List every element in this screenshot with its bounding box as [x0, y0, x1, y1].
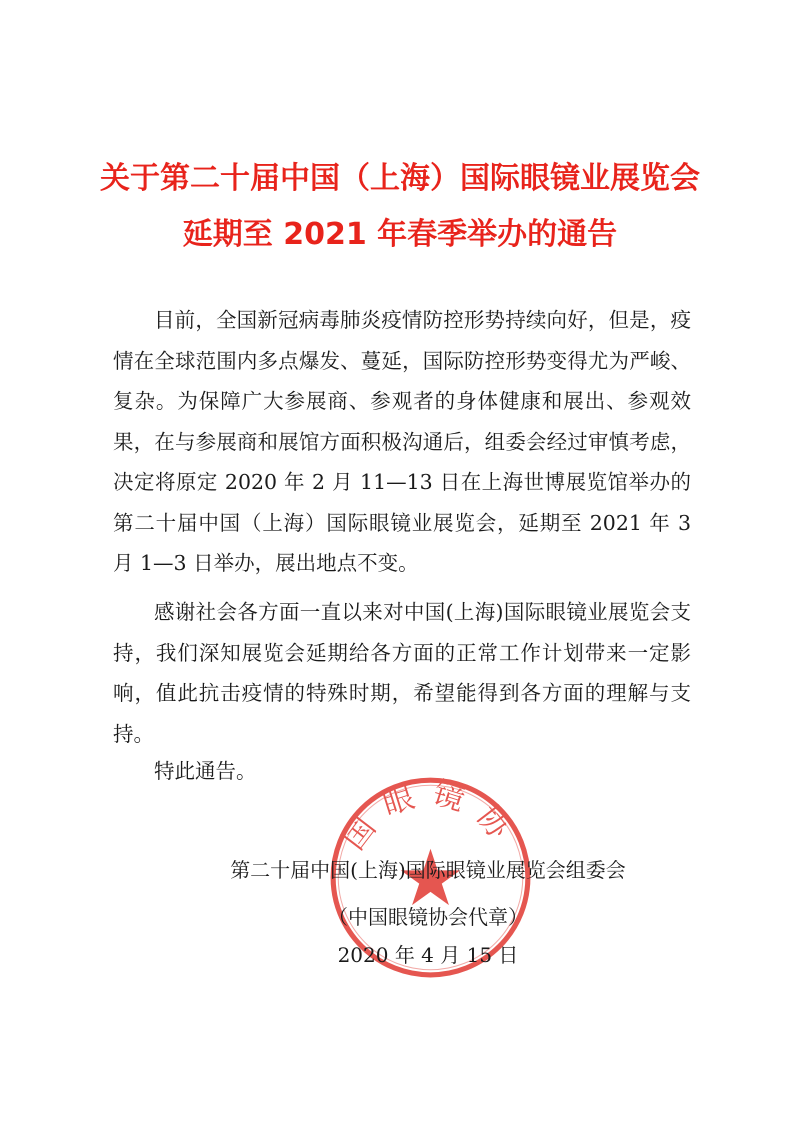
- signature-organization: 第二十届中国(上海)国际眼镜业展览会组委会: [230, 858, 626, 882]
- notice-title-line-2: 延期至 2021 年春季举办的通告: [182, 217, 618, 252]
- svg-text:国眼镜协: [336, 775, 525, 857]
- signature-stamp-note: （中国眼镜协会代章）: [328, 905, 528, 929]
- body-paragraph-3: 特此通告。: [154, 759, 257, 783]
- notice-title-line-1: 关于第二十届中国（上海）国际眼镜业展览会: [100, 161, 700, 196]
- signature-date: 2020 年 4 月 15 日: [337, 943, 519, 967]
- body-paragraph-2: 感谢社会各方面一直以来对中国(上海)国际眼镜业展览会支持，我们深知展览会延期给各方面的正常工作计划带来一定影响，值此抗击疫情的特殊时期，希望能得到各方面的理解与支持。: [113, 600, 691, 746]
- seal-text: 国眼镜协: [335, 775, 526, 857]
- body-paragraph-1: 目前，全国新冠病毒肺炎疫情防控形势持续向好，但是，疫情在全球范围内多点爆发、蔓延，国际防控形势变得尤为严峻、复杂。为保障广大参展商、参观者的身体健康和展出、参观效果，在与参展商和展馆方面积极沟通后，组委会经过审慎考虑，决定将原定 2020 年 2 月 11—13 日在上海世博展览馆举办的第二十届中国（上海）国际眼镜业展览会，延期至 2021 年 3 月 1—3 日举办，展出地点不变。: [113, 308, 691, 575]
